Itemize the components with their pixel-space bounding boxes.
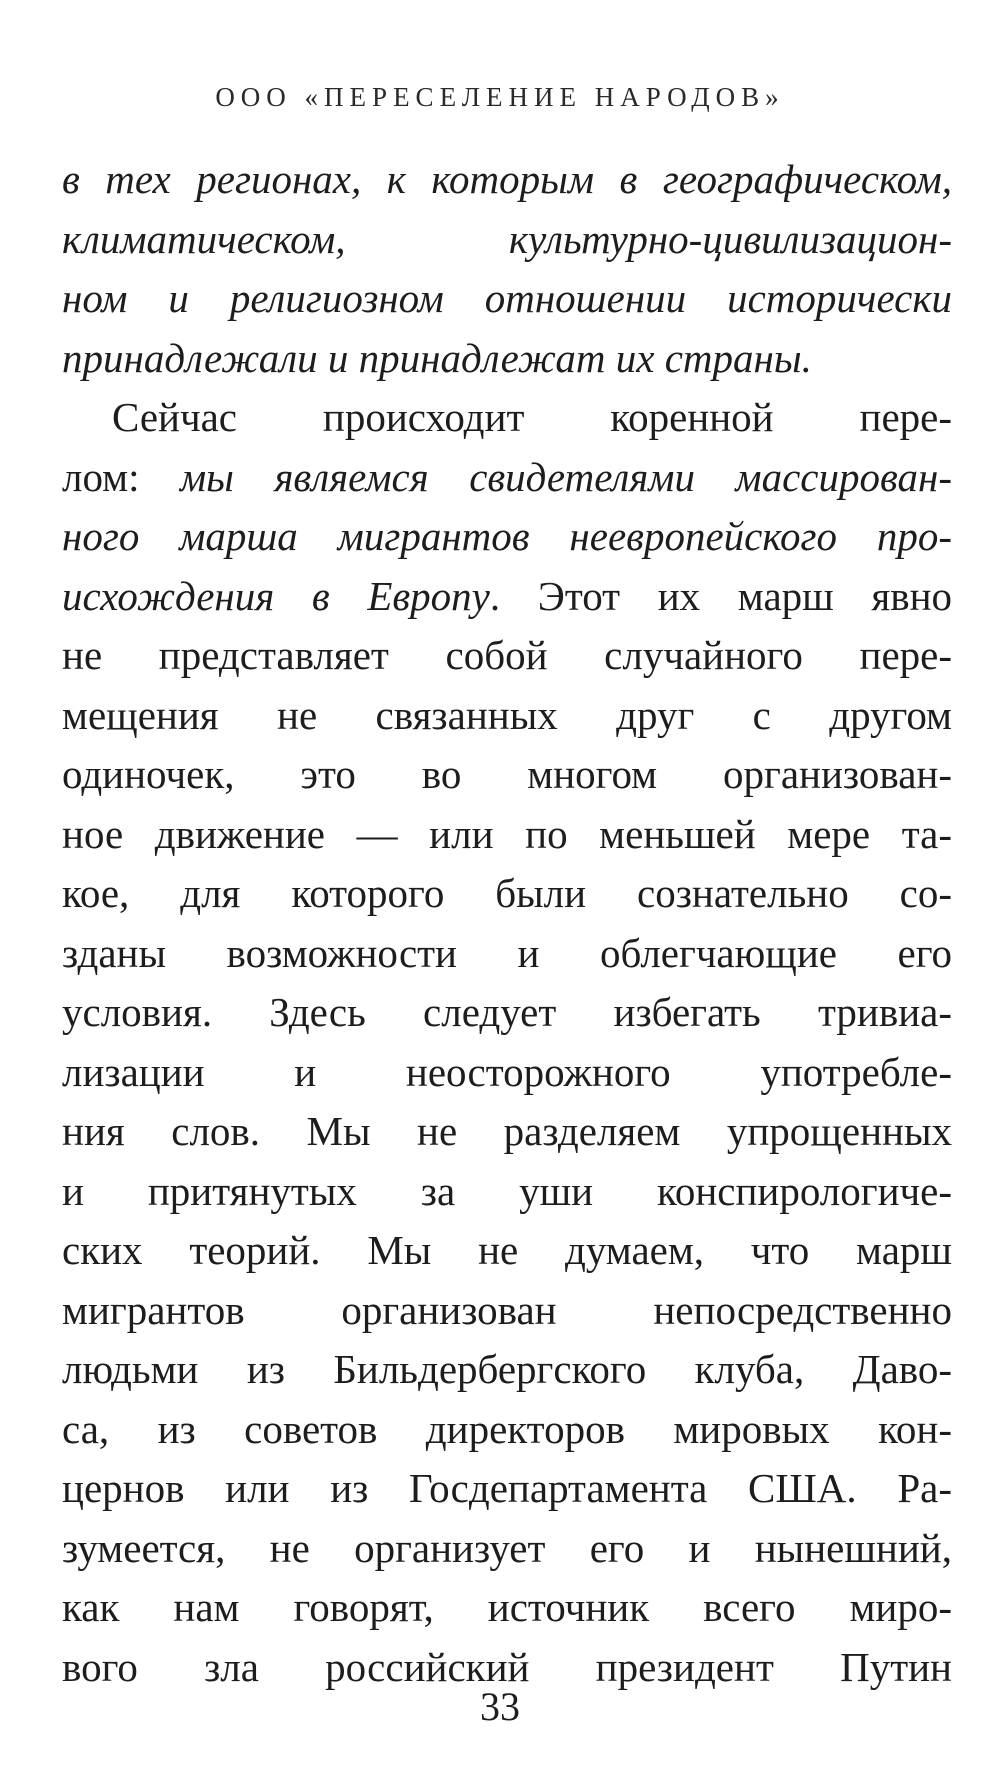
text-span: . Этот их марш явно [489, 572, 953, 619]
text-line [62, 1519, 952, 1579]
text-span: лом: [62, 453, 180, 500]
text-span: са, из советов директоров мировых кон- [62, 1405, 952, 1452]
text-span: условия. Здесь следует избегать тривиа- [62, 989, 952, 1035]
italic-text: мы являемся свидетелями массирован- [179, 453, 952, 500]
text-span: людьми из Бильдербергского клуба, Даво- [62, 1346, 952, 1392]
text-span: цернов или из Госдепартамента США. Ра- [62, 1465, 952, 1511]
text-line [62, 1281, 952, 1341]
text-span: Сейчас происходит коренной пере- [112, 394, 952, 440]
text-line [62, 1043, 952, 1103]
text-span: кое, для которого были сознательно со- [62, 870, 952, 916]
italic-text: исхождения в Европу [62, 572, 490, 619]
text-span: зумеется, не организует его и нынешний, [62, 1524, 952, 1571]
text-line [62, 1340, 952, 1400]
body-text [62, 150, 952, 1697]
text-line [62, 686, 952, 746]
text-line [62, 626, 952, 686]
text-span: мигрантов организован непосредственно [62, 1286, 952, 1333]
text-span: ное движение — или по меньшей мере та- [62, 810, 952, 857]
text-line [62, 448, 952, 508]
italic-text: принадлежали и принадлежат их страны. [62, 334, 812, 381]
italic-text: в тех регионах, к которым в географическом, [62, 156, 952, 202]
text-line [62, 1162, 952, 1222]
text-span: ских теорий. Мы не думаем, что марш [62, 1227, 952, 1273]
text-line [62, 924, 952, 984]
text-line [62, 1400, 952, 1460]
text-line [62, 983, 952, 1043]
text-line [62, 329, 952, 389]
text-span: как нам говорят, источник всего миро- [62, 1584, 952, 1630]
text-line [62, 567, 952, 627]
text-line [62, 210, 952, 270]
page-number: 33 [480, 1684, 520, 1729]
text-span: не представляет собой случайного пере- [62, 632, 952, 678]
italic-text: климатическом, культурно-цивилизацион- [62, 215, 952, 262]
text-span: лизации и неосторожного употребле- [62, 1048, 952, 1095]
text-line [62, 150, 952, 210]
text-line [62, 864, 952, 924]
text-line [62, 269, 952, 329]
italic-text: ного марша мигрантов неевропейского про- [62, 513, 952, 559]
text-span: вого зла российский президент Путин [62, 1643, 952, 1690]
text-line [62, 507, 952, 567]
text-line [62, 745, 952, 805]
text-span: и притянутых за уши конспирологиче- [62, 1167, 952, 1214]
running-head: ООО «ПЕРЕСЕЛЕНИЕ НАРОДОВ» [215, 82, 785, 112]
text-line [62, 1578, 952, 1638]
italic-text: ном и религиозном отношении исторически [62, 275, 952, 321]
text-span: мещения не связанных друг с другом [62, 691, 952, 738]
text-span: ния слов. Мы не разделяем упрощенных [62, 1108, 952, 1154]
text-span: зданы возможности и облегчающие его [62, 929, 952, 976]
text-line [62, 805, 952, 865]
text-line [62, 388, 952, 448]
text-line [62, 1102, 952, 1162]
text-line [62, 1221, 952, 1281]
text-span: одиночек, это во многом организован- [62, 751, 952, 797]
text-line [62, 1459, 952, 1519]
